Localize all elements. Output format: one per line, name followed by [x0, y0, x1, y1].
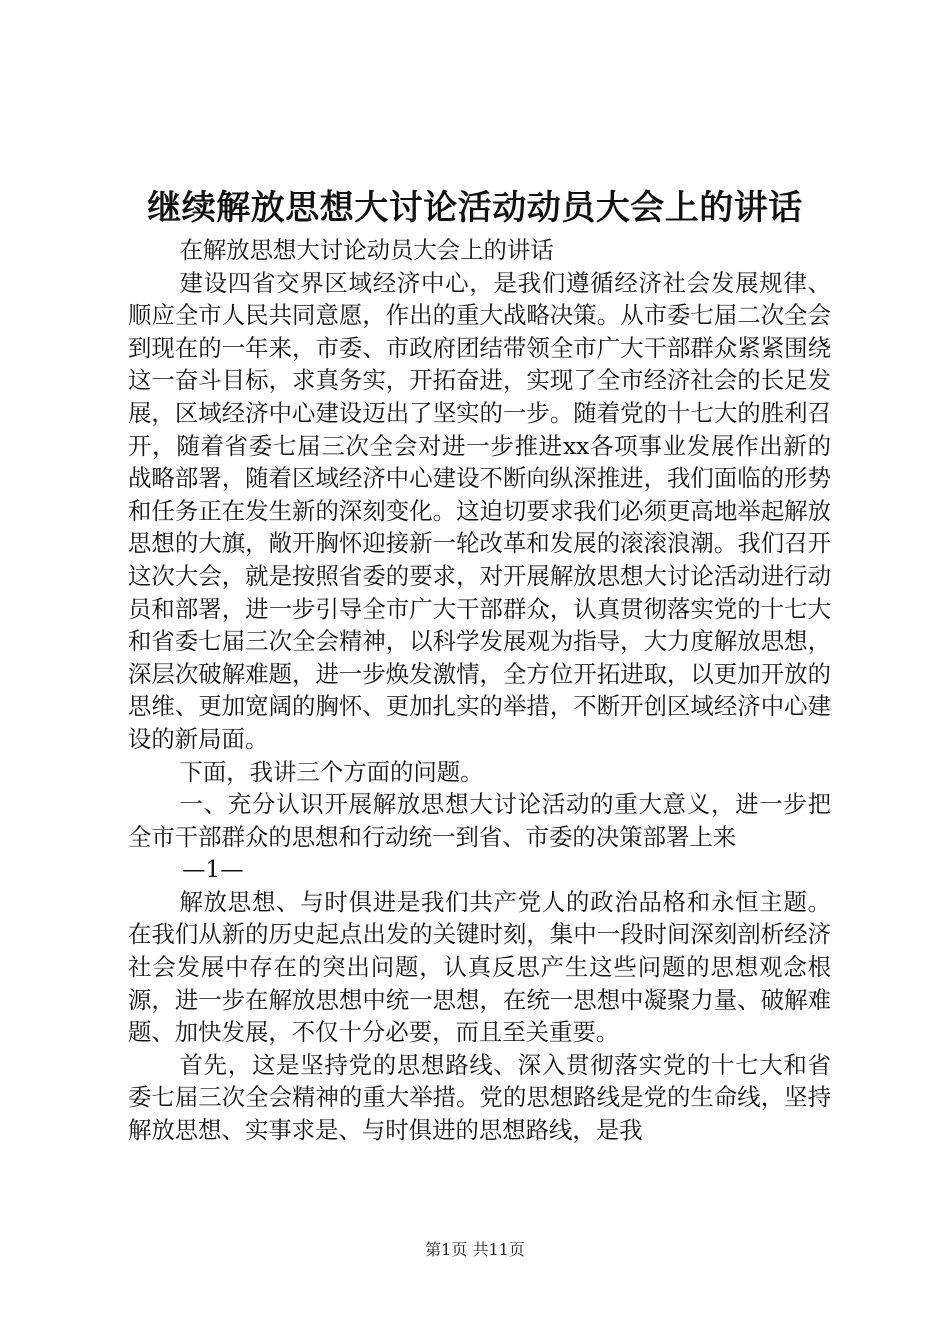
page-number-marker: —1—	[182, 855, 244, 884]
document-title: 继续解放思想大讨论活动动员大会上的讲话	[147, 188, 803, 228]
page-footer: 第1页 共11页	[425, 1240, 525, 1259]
agenda-paragraph: 下面，我讲三个方面的问题。	[179, 757, 484, 786]
section-one-heading: 一、充分认识开展解放思想大讨论活动的重大意义，进一步把全市干部群众的思想和行动统一到省、市委的决策部署上来	[128, 790, 831, 851]
intro-paragraph: 建设四省交界区域经济中心，是我们遵循经济社会发展规律、顺应全市人民共同意愿，作出的重大战略决策。从市委七届二次全会到现在的一年来，市委、市政府团结带领全市广大干部群众紧紧围绕这一奋斗目标，求真务实，开拓奋进，实现了全市经济社会的长足发展，区域经济中心建设迈出了坚实的一步。随着党的十七大的胜利召开，随着省委七届三次全会对进一步推进xx各项事业发展作出新的战略部署，随着区域经济中心建设不断向纵深推进，我们面临的形势和任务正在发生新的深刻变化。这迫切要求我们必须更高地举起解放思想的大旗，敞开胸怀迎接新一轮改革和发展的滚滚浪潮。我们召开这次大会，就是按照省委的要求，对开展解放思想大讨论活动进行动员和部署，进一步引导全市广大干部群众，认真贯彻落实党的十七大和省委七届三次全会精神，以科学发展观为指导，大力度解放思想，深层次破解难题，进一步焕发激情，全方位开拓进取，以更加开放的思维、更加宽阔的胸怀、更加扎实的举措，不断开创区域经济中心建设的新局面。	[128, 268, 831, 753]
body-paragraph: 首先，这是坚持党的思想路线、深入贯彻落实党的十七大和省委七届三次全会精神的重大举措。党的思想路线是党的生命线，坚持解放思想、实事求是、与时俱进的思想路线，是我	[128, 1050, 831, 1145]
document-body	[128, 234, 831, 1147]
speech-subtitle-paragraph: 在解放思想大讨论动员大会上的讲话	[179, 236, 554, 264]
body-paragraph: 解放思想、与时俱进是我们共产党人的政治品格和永恒主题。在我们从新的历史起点出发的关键时刻，集中一段时间深刻剖析经济社会发展中存在的突出问题，认真反思产生这些问题的思想观念根源，进一步在解放思想中统一思想，在统一思想中凝聚力量、破解难题、加快发展，不仅十分必要，而且至关重要。	[128, 887, 831, 1047]
